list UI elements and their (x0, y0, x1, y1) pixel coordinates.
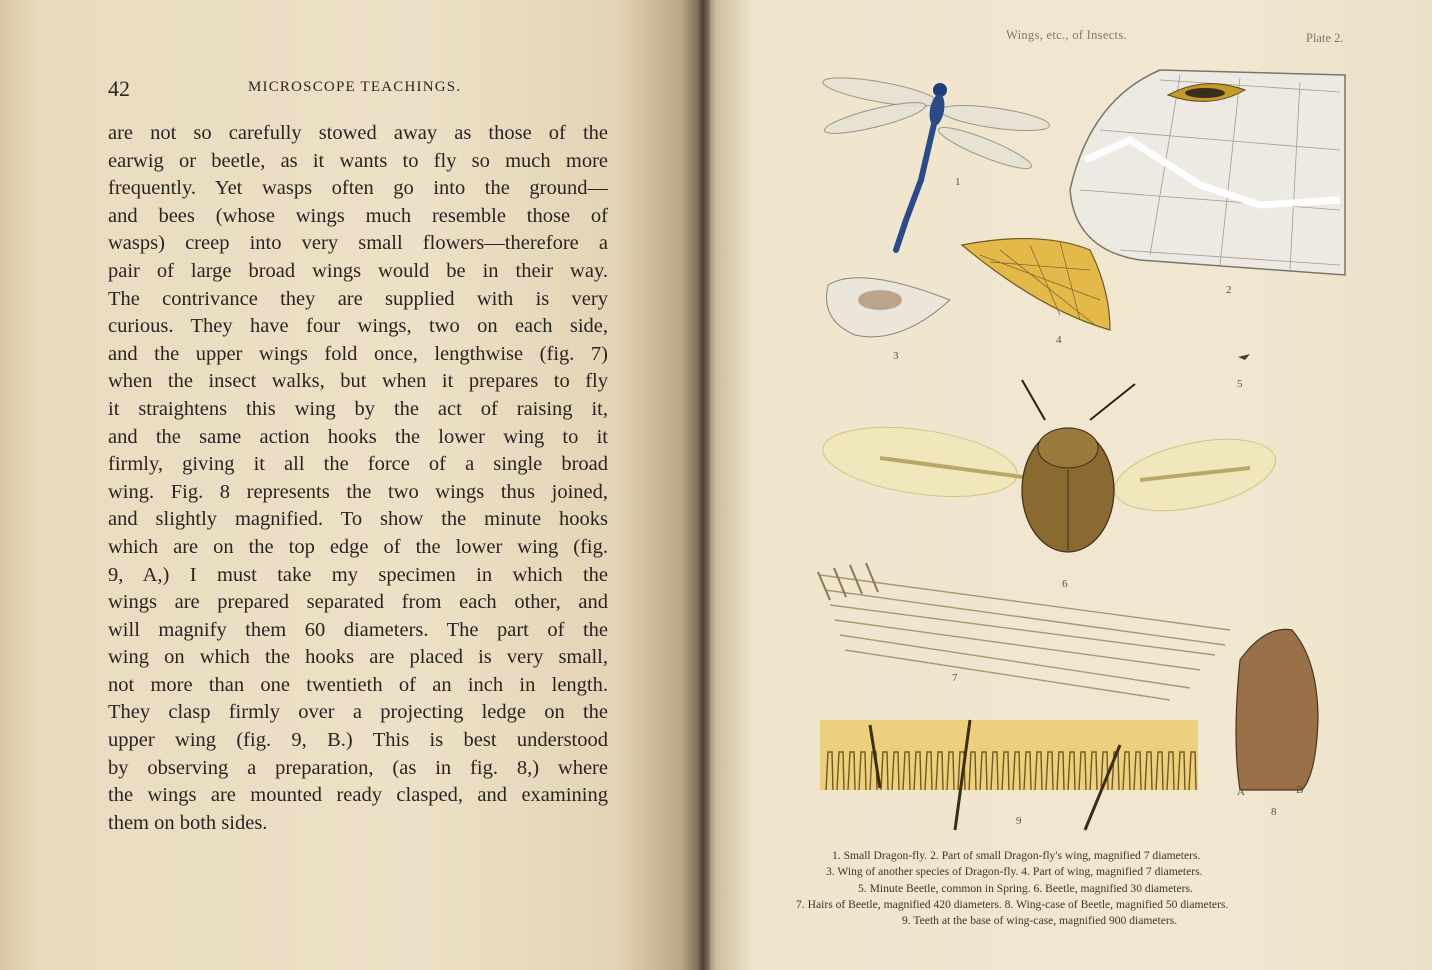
text-line: and slightly magnified. To show the minute hooks (108, 508, 608, 531)
caption-line: 3. Wing of another species of Dragon-fly. 4. Part of wing, magnified 7 diameters. (826, 865, 1203, 879)
plate-captions (790, 848, 1390, 929)
minute-beetle-figure (1238, 354, 1250, 360)
wing-case-figure (1236, 629, 1318, 790)
text-line: 9, A,) I must take my specimen in which the (108, 563, 608, 586)
text-line: and bees (whose wings much resemble those of (108, 204, 608, 227)
text-line: frequently. Yet wasps often go into the ground— (108, 177, 608, 200)
text-line: will magnify them 60 diameters. The part of the (108, 618, 608, 641)
figure-label-5: 5 (1237, 378, 1243, 390)
text-line: are not so carefully stowed away as those of the (108, 122, 608, 144)
text-line: it straightens this wing by the act of raising it, (108, 397, 608, 420)
figure-label-8: 8 (1271, 806, 1277, 818)
text-line: them on both sides. (108, 811, 268, 834)
figure-label-7: 7 (952, 672, 958, 684)
caption-line: 9. Teeth at the base of wing-case, magnified 900 diameters. (902, 914, 1178, 928)
beetle-figure (819, 380, 1282, 552)
text-line: They clasp firmly over a projecting ledge on the (108, 701, 608, 724)
text-line: and the upper wings fold once, lengthwise (fig. 7) (108, 342, 608, 365)
text-line: which are on the top edge of the lower wing (fig. (108, 535, 608, 558)
text-line: and the same action hooks the lower wing to it (108, 425, 608, 448)
beetle-hairs-figure (818, 563, 1230, 700)
text-line: wing on which the hooks are placed is very small, (108, 646, 608, 669)
figure-label-1: 1 (955, 176, 961, 188)
text-line: The contrivance they are supplied with is very (108, 287, 608, 310)
text-line: the wings are mounted ready clasped, and examining (108, 784, 608, 807)
plate-running-head: Wings, etc., of Insects. (1006, 28, 1127, 42)
figure-label-4: 4 (1056, 334, 1062, 346)
caption-line: 1. Small Dragon-fly. 2. Part of small Dragon-fly's wing, magnified 7 diameters. (832, 849, 1201, 862)
text-line: when the insect walks, but when it prepares to fly (108, 370, 608, 393)
figure-label-2: 2 (1226, 284, 1232, 296)
page-number: 42 (108, 76, 130, 101)
text-line: wing. Fig. 8 represents the two wings thus joined, (108, 480, 608, 503)
running-head: MICROSCOPE TEACHINGS. (248, 79, 462, 95)
text-line: wasps) creep into very small flowers—therefore a (108, 232, 608, 255)
caption-line: 5. Minute Beetle, common in Spring. 6. Beetle, magnified 30 diameters. (858, 881, 1193, 895)
wing-case-teeth-figure (820, 720, 1198, 830)
dragonfly-figure (821, 72, 1051, 250)
figure-label-3: 3 (893, 350, 899, 362)
text-line: earwig or beetle, as it wants to fly so much more (108, 149, 608, 172)
figure-label-9: 9 (1016, 815, 1022, 827)
text-line: wings are prepared separated from each other, and (108, 591, 608, 614)
text-line: curious. They have four wings, two on each side, (108, 315, 608, 338)
caption-line: 7. Hairs of Beetle, magnified 420 diameters. 8. Wing-case of Beetle, magnified 50 diameters. (796, 897, 1229, 911)
wing-spot (858, 290, 902, 310)
text-line: not more than one twentieth of an inch in length. (108, 673, 608, 696)
dragonfly-wing-part-figure (1070, 70, 1345, 275)
text-line: pair of large broad wings would be in their way. (108, 259, 608, 282)
wing-part-figure-4 (962, 239, 1110, 330)
plate-number: Plate 2. (1306, 31, 1344, 45)
text-line: firmly, giving it all the force of a single broad (108, 453, 608, 476)
figure-label-b: B (1296, 784, 1304, 796)
figure-label-a: A (1237, 786, 1245, 798)
text-line: upper wing (fig. 9, B.) This is best understood (108, 729, 608, 752)
text-line: by observing a preparation, (as in fig. 8,) where (108, 756, 608, 779)
figure-label-6: 6 (1062, 578, 1068, 590)
